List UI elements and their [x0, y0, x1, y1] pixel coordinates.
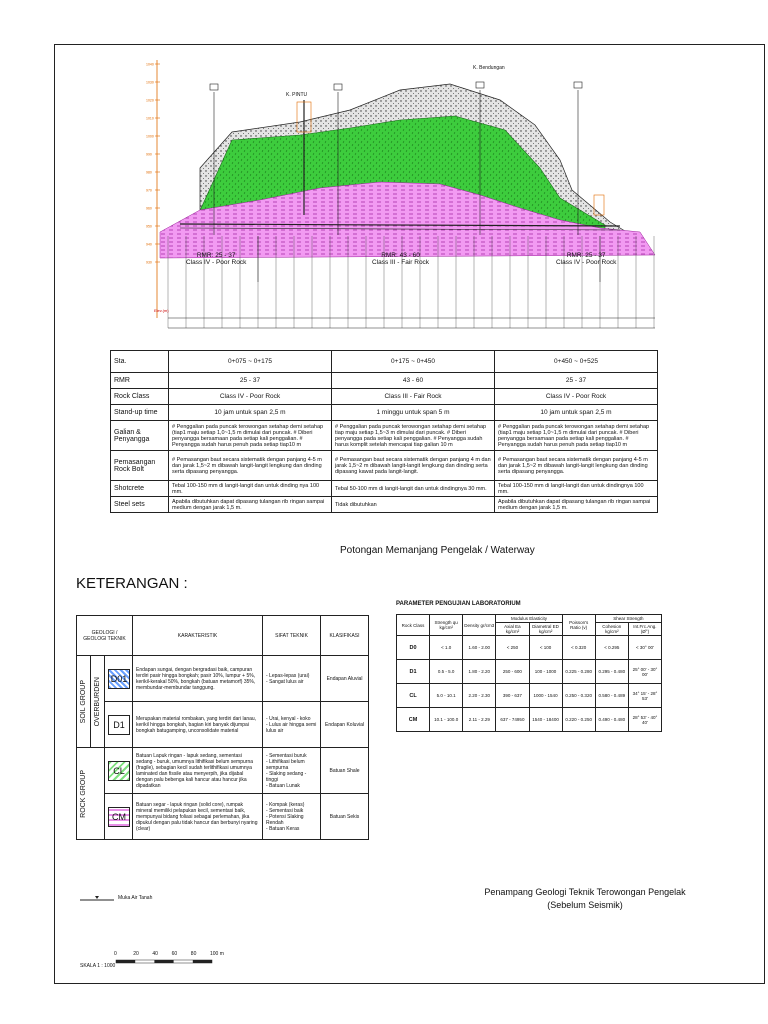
- legend-sifat-item: - Batuan Keras: [266, 825, 300, 832]
- elev-tick-label: 930: [146, 260, 152, 265]
- lab-cell: 25° 00' - 30° 00': [628, 660, 661, 684]
- scale-tick-label: 0: [114, 951, 117, 957]
- legend-sifat-item: - Sementasi buruk: [266, 752, 307, 759]
- lab-cell: 1.80 - 2.20: [463, 660, 496, 684]
- props-row: [111, 405, 658, 421]
- lab-cell: 0.5 - 5.0: [430, 660, 463, 684]
- zone-class: Class III - Fair Rock: [372, 259, 430, 266]
- props-cell: 0+175 ~ 0+450: [332, 351, 495, 373]
- lab-cell: 0.225 - 0.280: [562, 660, 595, 684]
- lab-cell: 390 - 637: [496, 684, 529, 708]
- lab-h-poisson: Poisson's Ratio (v): [562, 615, 595, 636]
- zone-rmr: RMR: 25 - 37: [566, 252, 606, 259]
- legend-klasifikasi: Batuan Shale: [321, 748, 369, 794]
- elev-tick-label: 1040: [146, 62, 154, 67]
- legend-sifat-item: - Sangat lulus air: [266, 678, 304, 685]
- zone-rmr: RMR: 25 - 37: [196, 252, 236, 259]
- props-row-label: Pemasangan Rock Bolt: [111, 451, 169, 481]
- props-cell: Tebal 100-150 mm di langit-langit dan untuk dindingnya 100 mm.: [495, 481, 658, 497]
- lab-h-class: Rock Class: [397, 615, 430, 636]
- zone-label-1: [186, 252, 246, 266]
- legend-sifat-item: - Urai, kenyal - koko: [266, 715, 311, 722]
- props-row: [111, 497, 658, 513]
- lab-class: CM: [397, 708, 430, 732]
- lab-cell: < 0.320: [562, 636, 595, 660]
- scale-tick-label: 60: [171, 951, 178, 957]
- legend-sifat-item: - Potensi Slaking Rendah: [266, 813, 304, 826]
- legend-sifat-item: - Sementasi baik: [266, 807, 304, 814]
- legend-sifat-item: - Kompak (keras): [266, 801, 305, 808]
- props-cell: 25 - 37: [495, 373, 658, 389]
- legend-sifat-item: - Batuan Lunak: [266, 782, 300, 789]
- zone-class: Class IV - Poor Rock: [556, 259, 617, 266]
- props-row-label: Galian & Penyangga: [111, 421, 169, 451]
- lab-cell: < 250: [496, 636, 529, 660]
- props-cell: 0+450 ~ 0+525: [495, 351, 658, 373]
- props-row-label: Sta.: [111, 351, 169, 373]
- lab-cell: 0.295 - 0.480: [595, 660, 628, 684]
- scale-label: SKALA 1 : 1000: [80, 963, 116, 969]
- lab-h-cohesion: Cohesion kg/cm²: [595, 623, 628, 636]
- elev-tick-label: 950: [146, 224, 152, 229]
- title-line-1: Penampang Geologi Teknik Terowongan Pengelak: [484, 887, 686, 897]
- legend-group-label: SOIL GROUP: [80, 679, 87, 724]
- title-line-2: (Sebelum Seismik): [547, 899, 623, 910]
- scale-ticks: [112, 952, 232, 958]
- legend-sifat-item: - Lulus air hingga semi lulus air: [266, 721, 317, 734]
- legend-row: [77, 794, 369, 840]
- props-cell: 10 jam untuk span 2,5 m: [169, 405, 332, 421]
- props-row-label: Steel sets: [111, 497, 169, 513]
- lab-cell: < 30° 00': [628, 636, 661, 660]
- lab-row: [397, 684, 662, 708]
- scale-tick-label: 20: [133, 951, 139, 957]
- lab-cell: 1.60 - 2.00: [463, 636, 496, 660]
- props-row: [111, 389, 658, 405]
- lab-h-friction: Int.Frc.Ang. (Ø°): [628, 623, 661, 636]
- geological-section: [54, 44, 765, 344]
- legend-karakteristik: Merupakan material rombakan, yang terdiri dari lanau, kerikil hingga bongkah, bagian kiri banyak dijumpai bongkah batugamping, unconsolidate material: [133, 702, 263, 748]
- legend-sifat: [263, 794, 321, 840]
- props-row: [111, 373, 658, 389]
- legend-symbol: D1: [108, 715, 130, 735]
- water-level-symbol: [80, 894, 116, 906]
- elev-tick-label: 1010: [146, 116, 154, 121]
- legend-sifat-item: - Lepas-lepas (urai): [266, 672, 310, 679]
- elev-tick-label: 1020: [146, 98, 154, 103]
- legend-karakteristik: Endapan sungai, dengan bergradasi baik, campuran terdiri pasir hingga bongkah; pasir 10%, lumpur + 5%, kerikil-kerakal 50%, bongkah (batuan metamorf) 35%, membundar-membundar tanggung.: [133, 656, 263, 702]
- legend-sifat-item: - Slaking sedang - tinggi: [266, 770, 307, 783]
- props-cell: 10 jam untuk span 2,5 m: [495, 405, 658, 421]
- lab-cell: 100 - 1000: [529, 660, 562, 684]
- lab-cell: 250 - 600: [496, 660, 529, 684]
- props-cell: Tebal 50-100 mm di langit-langit dan untuk dindingnya 30 mm.: [332, 481, 495, 497]
- props-cell: # Pemasangan baut secara sistematik dengan panjang 4-5 m dan jarak 1,5~2 m dibawah langit-langit lengkung dan dinding serta dipasang penyangga.: [169, 451, 332, 481]
- keterangan-heading: KETERANGAN :: [76, 575, 188, 592]
- lab-h-density: Density gr/cm3: [463, 615, 496, 636]
- legend-table: [76, 615, 369, 840]
- elev-tick-label: 1030: [146, 80, 154, 85]
- pintu-label: K. PINTU: [286, 92, 308, 98]
- legend-symbol: CL: [108, 761, 130, 781]
- elev-tick-label: 980: [146, 170, 152, 175]
- props-cell: Class IV - Poor Rock: [495, 389, 658, 405]
- lab-class: D0: [397, 636, 430, 660]
- zone-label-2: [372, 252, 429, 266]
- elev-tick-label: 990: [146, 152, 152, 157]
- lab-h-axial: Axial Ea kg/cm²: [496, 623, 529, 636]
- bendungan-label: K. Bendungan: [473, 65, 505, 71]
- section-caption: Potongan Memanjang Pengelak / Waterway: [340, 545, 535, 556]
- zone-label-3: [556, 252, 616, 266]
- lab-cell: 0.490 - 0.480: [595, 708, 628, 732]
- props-cell: 0+075 ~ 0+175: [169, 351, 332, 373]
- scale-bar: [112, 958, 222, 966]
- rock-properties-table: [110, 350, 658, 513]
- lab-h-diametral: Diametral ED kg/cm²: [529, 623, 562, 636]
- props-cell: # Pemasangan baut secara sistematik dengan panjang 4-5 m dan jarak 1,5~2 m dibawah langit-langit lengkung dan dinding serta dipasang penyangga.: [495, 451, 658, 481]
- lab-cell: 10.1 - 100.0: [430, 708, 463, 732]
- props-cell: 43 - 60: [332, 373, 495, 389]
- legend-sifat: [263, 748, 321, 794]
- lab-cell: 0.220 - 0.250: [562, 708, 595, 732]
- lab-cell: 0.250 - 0.320: [562, 684, 595, 708]
- zone-rmr: RMR: 43 - 60: [381, 252, 420, 259]
- svg-text:Elev.(m): Elev.(m): [154, 308, 169, 313]
- scale-tick-label: 100 m: [210, 951, 224, 957]
- lab-row: [397, 636, 662, 660]
- lab-cell: < 0.295: [595, 636, 628, 660]
- lab-class: D1: [397, 660, 430, 684]
- props-row: [111, 421, 658, 451]
- props-cell: # Penggalian pada puncak terowongan setahap demi setahap (tiap1 maju setiap 1,0~1,5 m dimulai dari puncak. # Diberi penyangga bersamaan pada setiap kali penggalian. # Penyangga sudah harus penuh pada setiap tiap10 m: [169, 421, 332, 451]
- legend-karakteristik: Batuan segar - lapuk ringan (solid core), rumpak mineral memiliki pelapukan kecil, sementasi baik, mempunyai bidang foliasi sebagai perlemahan, jika dipukul dengan palu tidak hancur dan berbunyi nyaring (clear): [133, 794, 263, 840]
- legend-row: [77, 656, 369, 702]
- lab-cell: 637 - 74950: [496, 708, 529, 732]
- props-cell: Apabila dibutuhkan dapat dipasang tulangan rib ringan sampai medium dengan jarak 1,5 m.: [169, 497, 332, 513]
- props-cell: Tidak dibutuhkan: [332, 497, 495, 513]
- lab-cell: 1000 - 1540: [529, 684, 562, 708]
- legend-sifat: [263, 702, 321, 748]
- lab-parameter-table: [396, 614, 662, 732]
- props-row-label: Stand-up time: [111, 405, 169, 421]
- lab-class: CL: [397, 684, 430, 708]
- props-cell: # Penggalian pada puncak terowongan setahap demi setahap tiap maju setiap 1,5~3 m dimulai dari puncak. # Diberi penyangga pada setiap kali penggalian. # Penyangga sudah harus komplit setelah mencapai tiap galian 10 m: [332, 421, 495, 451]
- legend-sifat-item: - Lithifikasi belum sempurna: [266, 758, 305, 771]
- scale-tick-label: 80: [190, 951, 197, 957]
- legend-group-label: ROCK GROUP: [80, 769, 87, 818]
- props-cell: Class IV - Poor Rock: [169, 389, 332, 405]
- legend-symbol: D01: [108, 669, 130, 689]
- title-block: [480, 886, 690, 911]
- lab-cell: 28° 53' - 40° 40': [628, 708, 661, 732]
- lab-h-strength: Strength qu kg/cm²: [430, 615, 463, 636]
- elev-tick-label: 940: [146, 242, 152, 247]
- props-cell: Class III - Fair Rock: [332, 389, 495, 405]
- lab-h-shear: Shear Strength: [595, 615, 661, 623]
- lab-cell: < 100: [529, 636, 562, 660]
- props-cell: # Pemasangan baut secara sistematik dengan panjang 4 m dan jarak 1,5~2 m dibawah langit-langit lengkung dan dinding serta dipasang kawat pada langit-langit.: [332, 451, 495, 481]
- lab-title: PARAMETER PENGUJIAN LABORATORIUM: [396, 601, 521, 607]
- legend-klasifikasi: Batuan Sekis: [321, 794, 369, 840]
- props-cell: 25 - 37: [169, 373, 332, 389]
- lab-cell: 2.11 - 2.29: [463, 708, 496, 732]
- legend-sifat: [263, 656, 321, 702]
- legend-row: [77, 748, 369, 794]
- water-level-label: Muka Air Tanah: [118, 895, 153, 901]
- lab-cell: 1540 - 18400: [529, 708, 562, 732]
- props-row-label: Rock Class: [111, 389, 169, 405]
- props-row: [111, 481, 658, 497]
- lab-cell: 34° 15' - 28° 53': [628, 684, 661, 708]
- elev-tick-label: 970: [146, 188, 152, 193]
- lab-row: [397, 660, 662, 684]
- legend-row: [77, 702, 369, 748]
- legend-header-klasifikasi: KLASIFIKASI: [321, 616, 369, 656]
- lab-row: [397, 708, 662, 732]
- props-row-label: Shotcrete: [111, 481, 169, 497]
- zone-class: Class IV - Poor Rock: [186, 259, 247, 266]
- props-cell: 1 minggu untuk span 5 m: [332, 405, 495, 421]
- props-row-label: RMR: [111, 373, 169, 389]
- elev-tick-label: 960: [146, 206, 152, 211]
- legend-symbol: CM: [108, 807, 130, 827]
- legend-klasifikasi: Endapan Aluvial: [321, 656, 369, 702]
- legend-header-geologi: GEOLOGI / GEOLOGI TEKNIK: [77, 616, 133, 656]
- lab-h-modulus: Modulus Elasticity: [496, 615, 562, 623]
- lab-cell: 2.20 - 2.30: [463, 684, 496, 708]
- props-cell: Apabila dibutuhkan dapat dipasang tulangan rib ringan sampai medium dengan jarak 1,5 m.: [495, 497, 658, 513]
- legend-header-karakteristik: KARAKTERISTIK: [133, 616, 263, 656]
- props-cell: # Penggalian pada puncak terowongan setahap demi setahap (tiap1 maju setiap 1,0~1,5 m dimulai dari puncak. # Diberi penyangga bersamaan pada setiap kali penggalian. # Penyangga sudah harus penuh pada setiap tiap10 m: [495, 421, 658, 451]
- props-cell: Tebal 100-150 mm di langit-langit dan untuk dinding nya 100 mm.: [169, 481, 332, 497]
- lab-cell: 0.580 - 0.489: [595, 684, 628, 708]
- props-row: [111, 451, 658, 481]
- elev-tick-label: 1000: [146, 134, 154, 139]
- lab-cell: < 1.0: [430, 636, 463, 660]
- legend-subgroup-label: OVERBURDEN: [94, 676, 101, 727]
- legend-karakteristik: Batuan Lapuk ringan - lapuk sedang, sementasi sedang - buruk, umumnya lithifikasi belum sempurna (fragile), sebagian kecil sudah terlithifikasi umumnya laminated dan fissile atau menyerpih, jika dijabal dengan palu bebenga kali hancur atau hancur jika dipadatkan: [133, 748, 263, 794]
- scale-tick-label: 40: [152, 951, 158, 957]
- lab-cell: 5.0 - 10.1: [430, 684, 463, 708]
- legend-klasifikasi: Endapan Koluvial: [321, 702, 369, 748]
- legend-header-sifat: SIFAT TEKNIK: [263, 616, 321, 656]
- props-row: [111, 351, 658, 373]
